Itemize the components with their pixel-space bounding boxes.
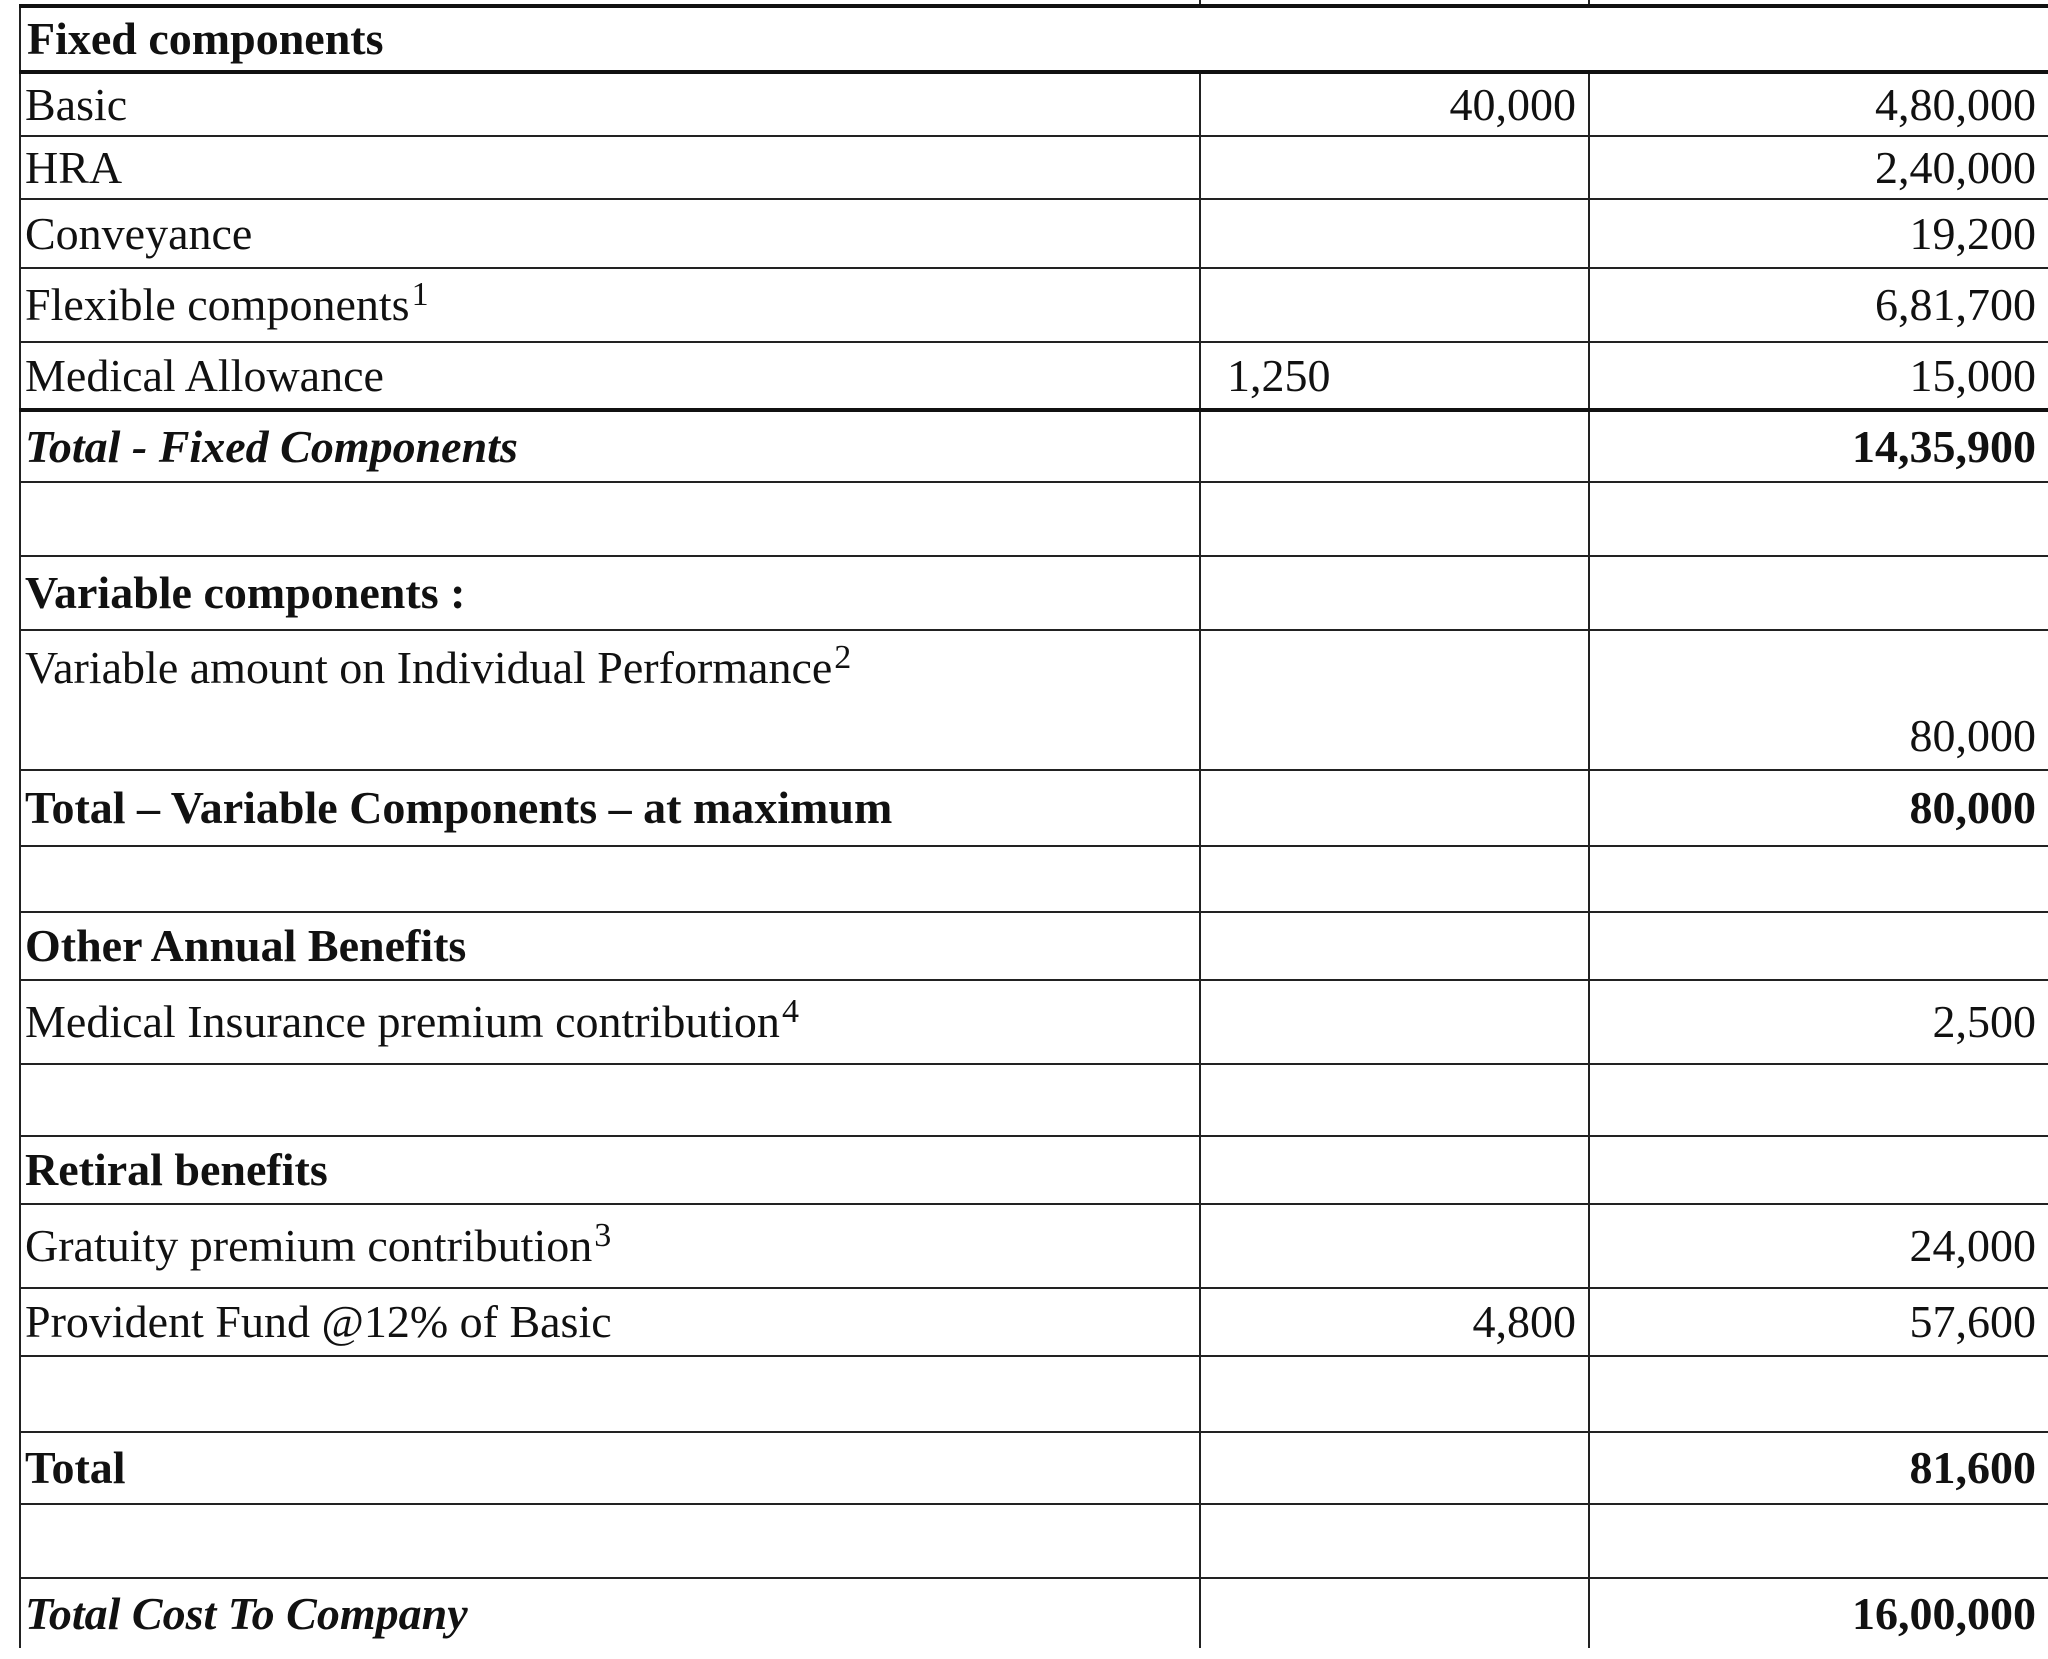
row-annual: 24,000 (1589, 1204, 2048, 1288)
row-annual: 80,000 (1589, 630, 2048, 770)
table-row (20, 136, 2048, 199)
row-annual: 2,40,000 (1589, 136, 2048, 199)
spacer-row (20, 846, 2048, 912)
salary-breakup-table (19, 0, 2048, 1648)
row-monthly (1200, 199, 1589, 268)
row-label-cell (20, 980, 1200, 1064)
fixed-components-header-row (20, 6, 2048, 72)
retiral-total-row (20, 1432, 2048, 1504)
table-row (20, 268, 2048, 342)
table-row (20, 630, 2048, 770)
row-monthly: 1,250 (1200, 342, 1589, 410)
row-label: Medical Insurance premium contribution (25, 996, 780, 1047)
row-label: Flexible components (25, 279, 410, 330)
row-label: Medical Allowance (20, 342, 1200, 410)
row-label: Conveyance (20, 199, 1200, 268)
table-row (20, 72, 2048, 136)
retiral-total-value: 81,600 (1589, 1432, 2048, 1504)
row-monthly (1200, 136, 1589, 199)
other-benefits-header: Other Annual Benefits (20, 912, 1200, 980)
spacer-row (20, 1356, 2048, 1432)
row-label: Gratuity premium contribution (25, 1220, 593, 1271)
row-monthly: 40,000 (1200, 72, 1589, 136)
spacer-row (20, 482, 2048, 556)
retiral-benefits-header: Retiral benefits (20, 1136, 1200, 1204)
fixed-total-row (20, 410, 2048, 482)
row-label-cell (20, 1204, 1200, 1288)
row-annual: 15,000 (1589, 342, 2048, 410)
variable-header-row (20, 556, 2048, 630)
row-monthly: 4,800 (1200, 1288, 1589, 1356)
row-monthly (1200, 268, 1589, 342)
fixed-total-value: 14,35,900 (1589, 410, 2048, 482)
variable-total-row (20, 770, 2048, 846)
footnote-marker: 3 (594, 1217, 612, 1254)
table-row (20, 1204, 2048, 1288)
table-row (20, 199, 2048, 268)
row-label: Provident Fund @12% of Basic (20, 1288, 1200, 1356)
fixed-components-header: Fixed components (20, 6, 2048, 72)
ctc-table (19, 0, 2048, 1648)
variable-total-value: 80,000 (1589, 770, 2048, 846)
row-annual: 19,200 (1589, 199, 2048, 268)
fixed-total-label: Total - Fixed Components (20, 410, 1200, 482)
ctc-total-value: 16,00,000 (1589, 1578, 2048, 1648)
footnote-marker: 1 (411, 276, 429, 313)
footnote-marker: 4 (781, 993, 799, 1030)
variable-components-header: Variable components : (20, 556, 1200, 630)
ctc-total-label: Total Cost To Company (20, 1578, 1200, 1648)
variable-total-label: Total – Variable Components – at maximum (20, 770, 1200, 846)
row-label: HRA (20, 136, 1200, 199)
ctc-total-row (20, 1578, 2048, 1648)
spacer-row (20, 1504, 2048, 1578)
row-annual: 6,81,700 (1589, 268, 2048, 342)
other-benefits-header-row (20, 912, 2048, 980)
retiral-header-row (20, 1136, 2048, 1204)
table-row (20, 1288, 2048, 1356)
row-label-cell (20, 268, 1200, 342)
retiral-total-label: Total (20, 1432, 1200, 1504)
row-annual: 57,600 (1589, 1288, 2048, 1356)
table-row (20, 342, 2048, 410)
table-row (20, 980, 2048, 1064)
spacer-row (20, 1064, 2048, 1136)
row-annual: 2,500 (1589, 980, 2048, 1064)
row-label-cell (20, 630, 1200, 770)
row-monthly (1200, 1204, 1589, 1288)
row-label: Variable amount on Individual Performance (25, 642, 833, 693)
row-annual: 4,80,000 (1589, 72, 2048, 136)
row-label: Basic (20, 72, 1200, 136)
footnote-marker: 2 (834, 639, 852, 676)
